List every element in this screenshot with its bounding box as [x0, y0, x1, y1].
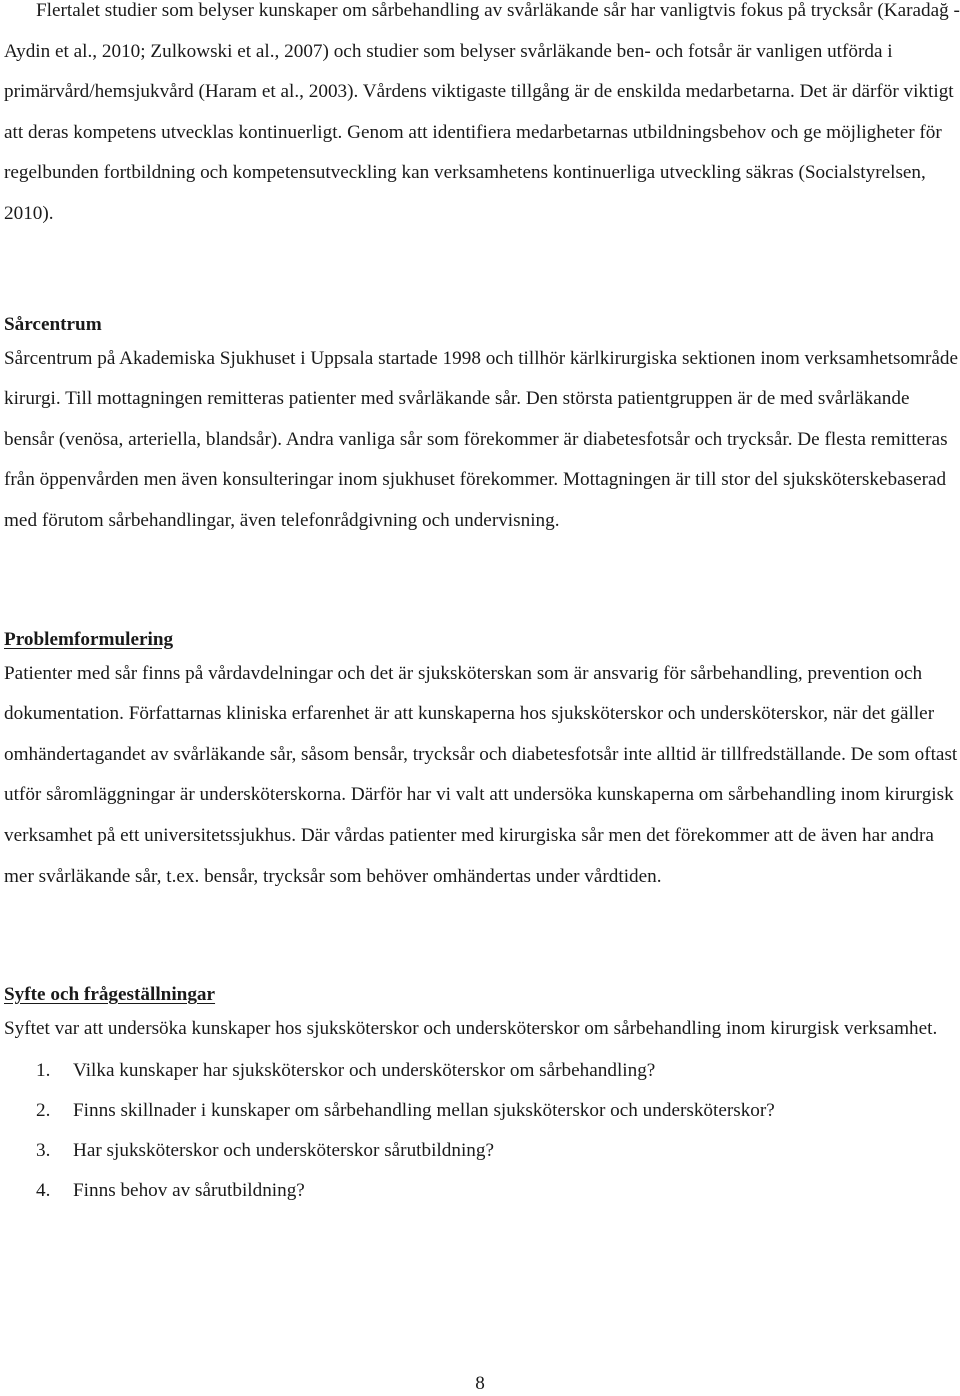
list-item-number: 1.: [36, 1059, 51, 1081]
list-item: [4, 1051, 960, 1091]
list-item: [4, 1091, 960, 1131]
list-item-number: 2.: [36, 1099, 51, 1121]
list-item: [4, 1131, 960, 1171]
list-item: [4, 1171, 960, 1211]
section-heading-problemformulering: Problemformulering: [4, 628, 174, 650]
document-page: [4, 0, 960, 1212]
syfte-paragraph: Syftet var att undersöka kunskaper hos sjuksköterskor och undersköterskor om sårbehandling inom kirurgisk verksamhet.: [4, 1018, 938, 1040]
list-item-text: Finns skillnader i kunskaper om sårbehandling mellan sjuksköterskor och undersköterskor?: [73, 1099, 775, 1121]
sarcentrum-paragraph: Sårcentrum på Akademiska Sjukhuset i Uppsala startade 1998 och tillhör kärlkirurgiska sektionen inom verksamhetsområde kirurgi. Till mottagningen remitteras patienter med svårläkande sår. Den största patientgruppen är de med svårläkande bensår (venösa, arteriella, blandsår). Andra vanliga sår som förekommer är diabetesfotsår och trycksår. De flesta remitteras från öppenvården men även konsulteringar inom sjukhuset förekommer. Mottagningen är till stor del sjuksköterskebaserad med förutom sårbehandlingar, även telefonrådgivning och undervisning.: [4, 347, 959, 531]
list-item-number: 4.: [36, 1180, 51, 1202]
list-item-number: 3.: [36, 1140, 51, 1162]
list-item-text: Finns behov av sårutbildning?: [73, 1180, 305, 1202]
intro-paragraph: Flertalet studier som belyser kunskaper om sårbehandling av svårläkande sår har vanligtvis fokus på trycksår (Karadağ -Aydin et al., 2010; Zulkowski et al., 2007) och studier som belyser svårläkande ben- och fotsår är vanligen utförda i primärvård/hemsjukvård (Haram et al., 2003). Vårdens viktigaste tillgång är de enskilda medarbetarna. Det är därför viktigt att deras kompetens utvecklas kontinuerligt. Genom att identifiera medarbetarnas utbildningsbehov och ge möjligheter för regelbunden fortbildning och kompetensutveckling kan verksamhetens kontinuerliga utveckling säkras (Socialstyrelsen, 2010).: [4, 0, 960, 224]
page-number: 8: [475, 1373, 485, 1394]
list-item-text: Har sjuksköterskor och undersköterskor sårutbildning?: [73, 1140, 494, 1162]
list-item-text: Vilka kunskaper har sjuksköterskor och undersköterskor om sårbehandling?: [73, 1059, 656, 1081]
research-questions-list: [4, 1051, 960, 1212]
section-heading-syfte: Syfte och frågeställningar: [4, 984, 216, 1006]
problemformulering-paragraph: Patienter med sår finns på vårdavdelningar och det är sjuksköterskan som är ansvarig för sårbehandling, prevention och dokumentation. Författarnas kliniska erfarenhet är att kunskaperna hos sjuksköterskor och undersköterskor, när det gäller omhändertagandet av svårläkande sår, såsom bensår, trycksår och diabetesfotsår inte alltid är tillfredställande. De som oftast utför såromläggningar är undersköterskorna. Därför har vi valt att undersöka kunskaperna om sårbehandling inom kirurgisk verksamhet på ett universitetssjukhus. Där vårdas patienter med kirurgiska sår men det förekommer att de även har andra mer svårläkande sår, t.ex. bensår, trycksår som behöver omhändertas under vårdtiden.: [4, 662, 958, 887]
section-heading-sarcentrum: Sårcentrum: [4, 313, 102, 335]
